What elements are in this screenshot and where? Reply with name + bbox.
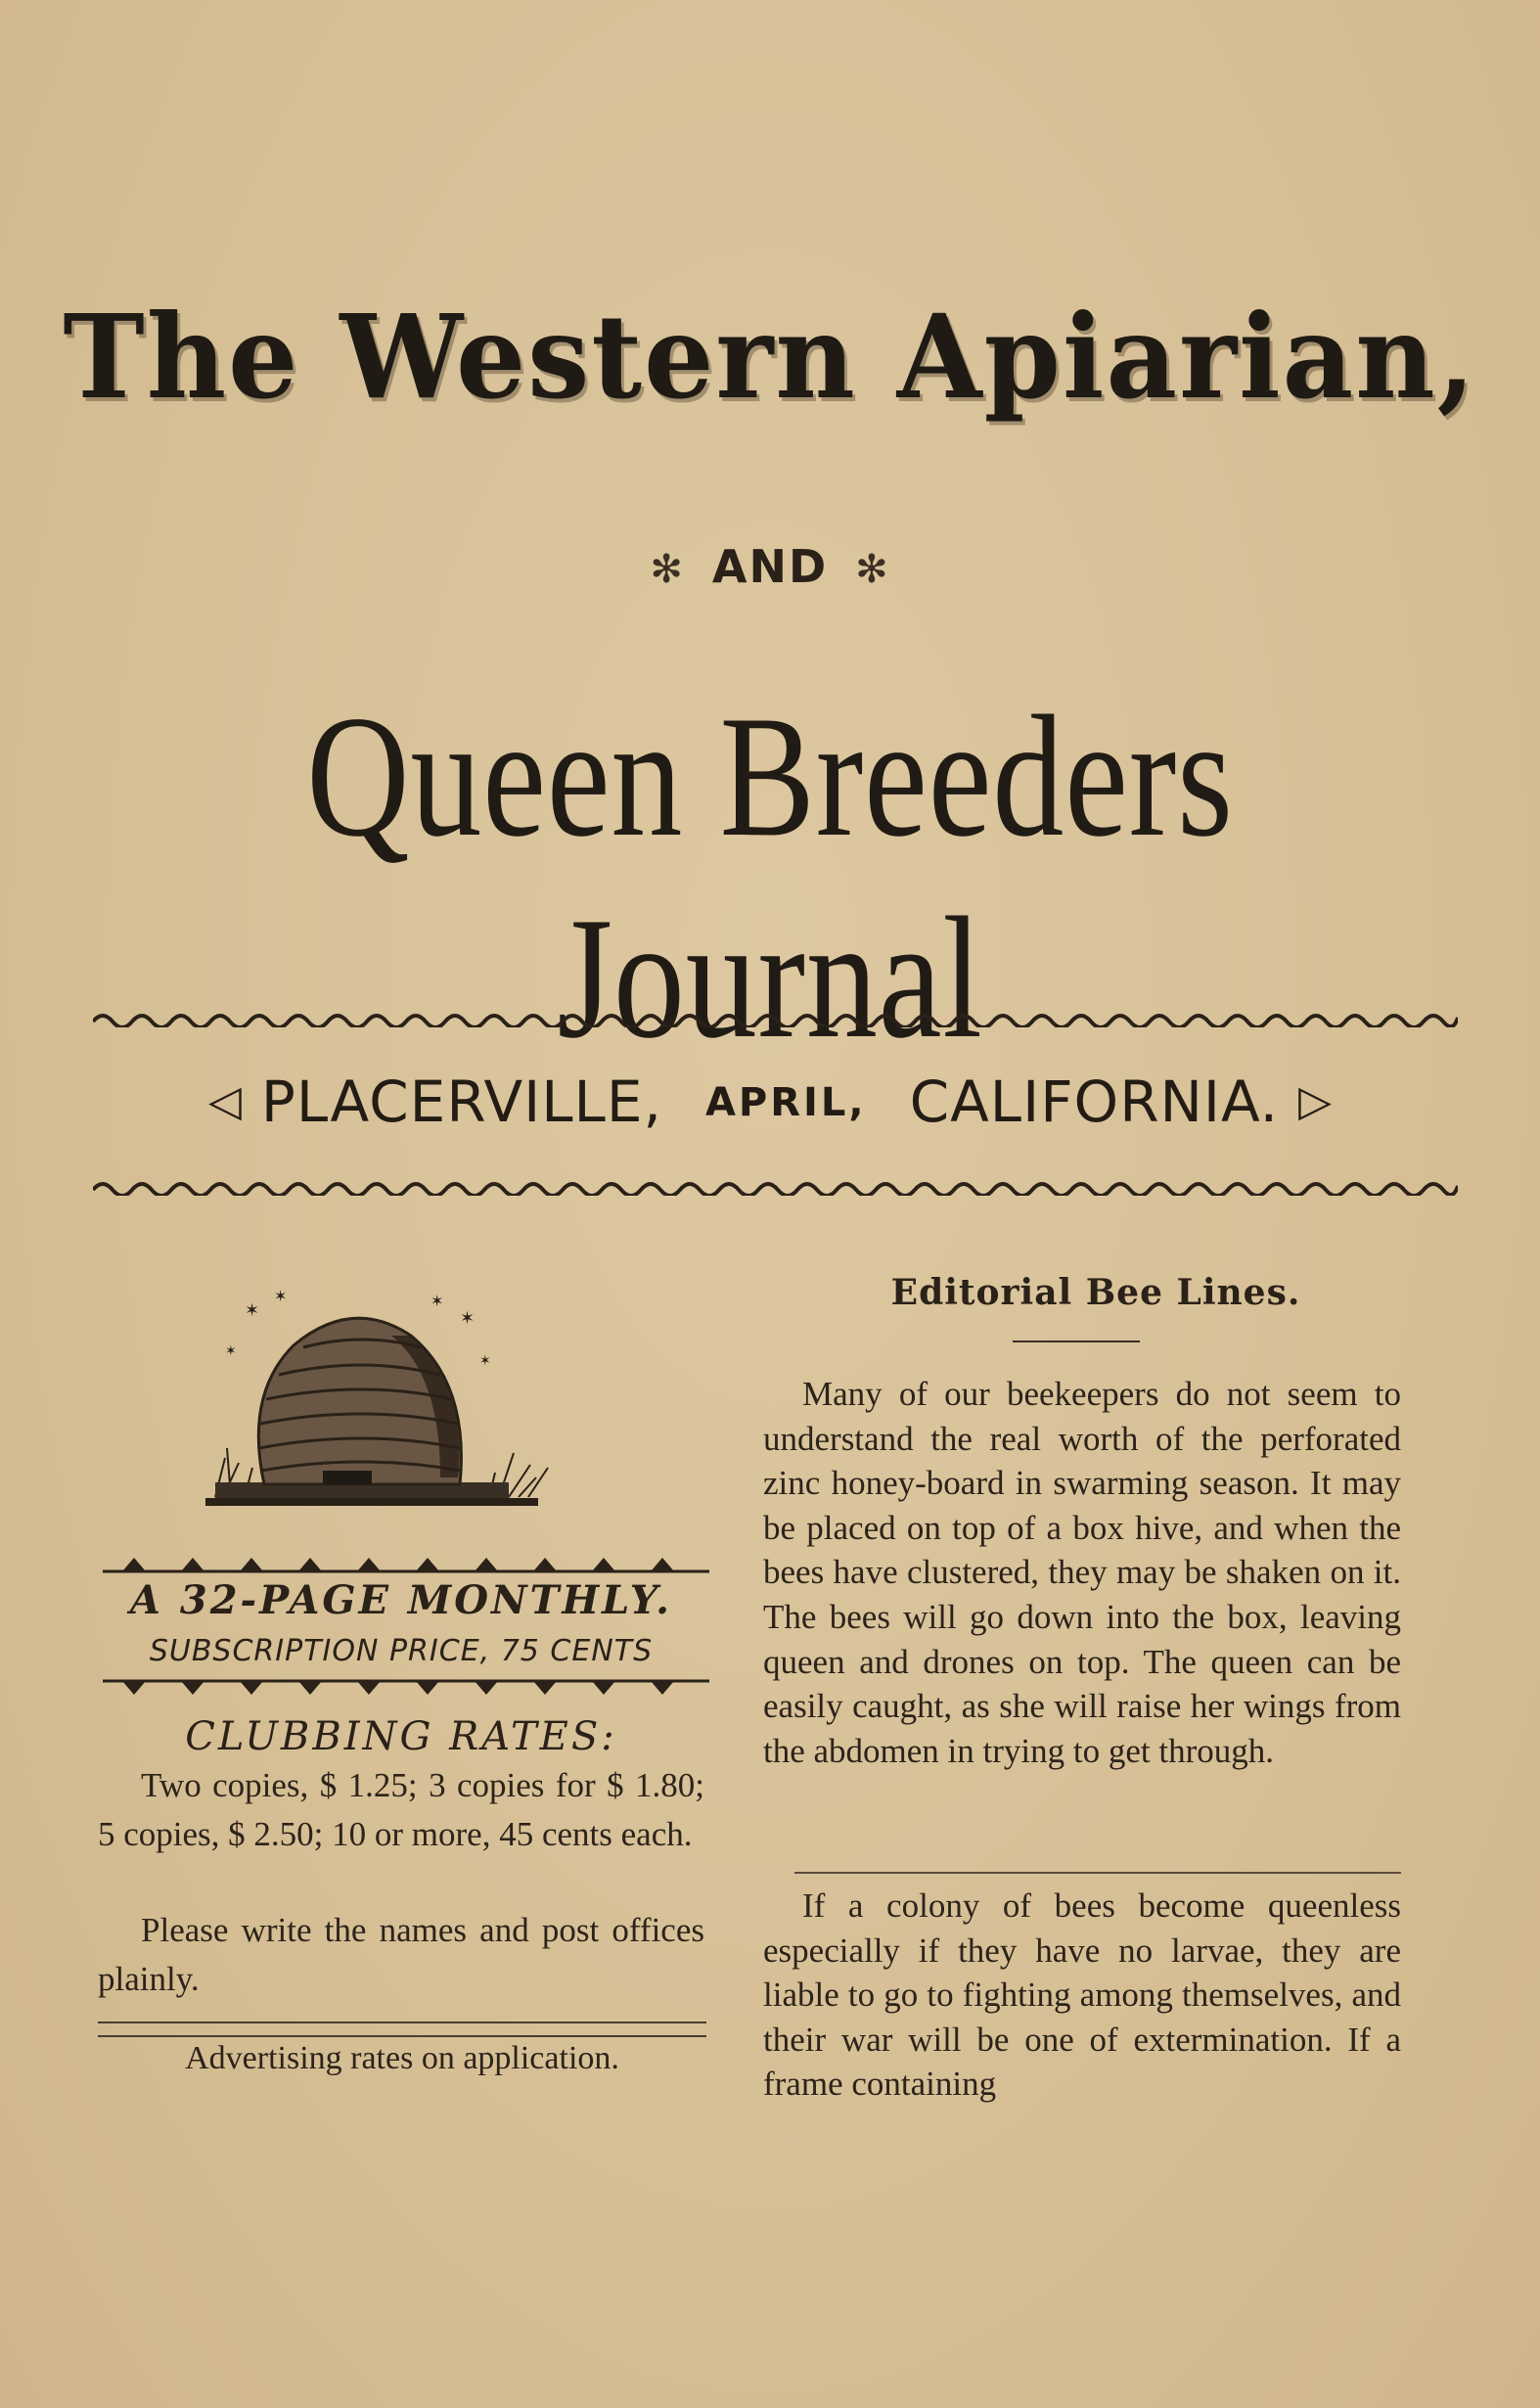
editorial-heading: Editorial Bee Lines. bbox=[890, 1272, 1301, 1313]
clubbing-rates-heading: CLUBBING RATES: bbox=[185, 1714, 617, 1759]
divider-upper bbox=[98, 2022, 706, 2023]
pointer-right-icon: ▷ bbox=[1298, 1076, 1332, 1126]
beehive-icon bbox=[205, 1277, 558, 1512]
svg-text:✶: ✶ bbox=[245, 1300, 260, 1321]
paragraph-divider bbox=[794, 1872, 1401, 1874]
ornamental-rule-upper bbox=[103, 1554, 709, 1575]
and-line bbox=[0, 540, 1540, 593]
clubbing-rates-text: Two copies, $ 1.25; 3 copies for $ 1.80; 5 copies, $ 2.50; 10 or more, 45 cents each. bbox=[98, 1766, 704, 1853]
pointer-left-icon: ◁ bbox=[208, 1076, 242, 1126]
names-notice: Please write the names and post offices plainly. bbox=[98, 1911, 704, 1998]
ornament-left-icon: ✻ bbox=[650, 547, 685, 592]
dateline-state: CALIFORNIA. bbox=[909, 1068, 1280, 1135]
ornament-right-icon: ✻ bbox=[855, 547, 890, 592]
wavy-rule-bottom bbox=[93, 1176, 1458, 1196]
svg-text:✶: ✶ bbox=[479, 1353, 491, 1369]
wavy-rule-top bbox=[93, 1008, 1458, 1027]
heading-underline bbox=[1013, 1340, 1140, 1342]
svg-text:✶: ✶ bbox=[430, 1292, 444, 1310]
monthly-notice: A 32-PAGE MONTHLY. bbox=[129, 1577, 673, 1623]
subscription-price: SUBSCRIPTION PRICE, 75 CENTS bbox=[149, 1634, 654, 1668]
and-word: AND bbox=[711, 540, 829, 593]
svg-text:✶: ✶ bbox=[225, 1343, 237, 1359]
ornamental-rule-lower bbox=[103, 1677, 709, 1699]
svg-text:✶: ✶ bbox=[274, 1287, 288, 1305]
masthead-title: The Western Apiarian, bbox=[63, 290, 1477, 426]
dateline-month: APRIL, bbox=[704, 1080, 867, 1125]
dateline-city: PLACERVILLE, bbox=[260, 1068, 662, 1135]
dateline bbox=[0, 1068, 1540, 1135]
svg-text:✶: ✶ bbox=[460, 1308, 476, 1329]
divider-lower bbox=[98, 2035, 706, 2037]
editorial-paragraph-1: Many of our beekeepers do not seem to understand the real worth of the perforated zinc honey-board in swarming season. It may be placed on top of a box hive, and when the bees have clustered, they may be shaken on it. The bees will go down into the box, leaving queen and drones on top. The queen can be easily caught, as she will raise her wings from the abdomen in trying to get through. bbox=[763, 1375, 1401, 1770]
advertising-notice: Advertising rates on application. bbox=[185, 2040, 619, 2076]
journal-title: Queen Breeders Journal bbox=[306, 679, 1234, 1074]
editorial-paragraph-2: If a colony of bees become queenless especially if they have no larvae, they are liable to go to fighting among themselves, and their war will be one of extermination. If a frame containing bbox=[763, 1886, 1401, 2104]
